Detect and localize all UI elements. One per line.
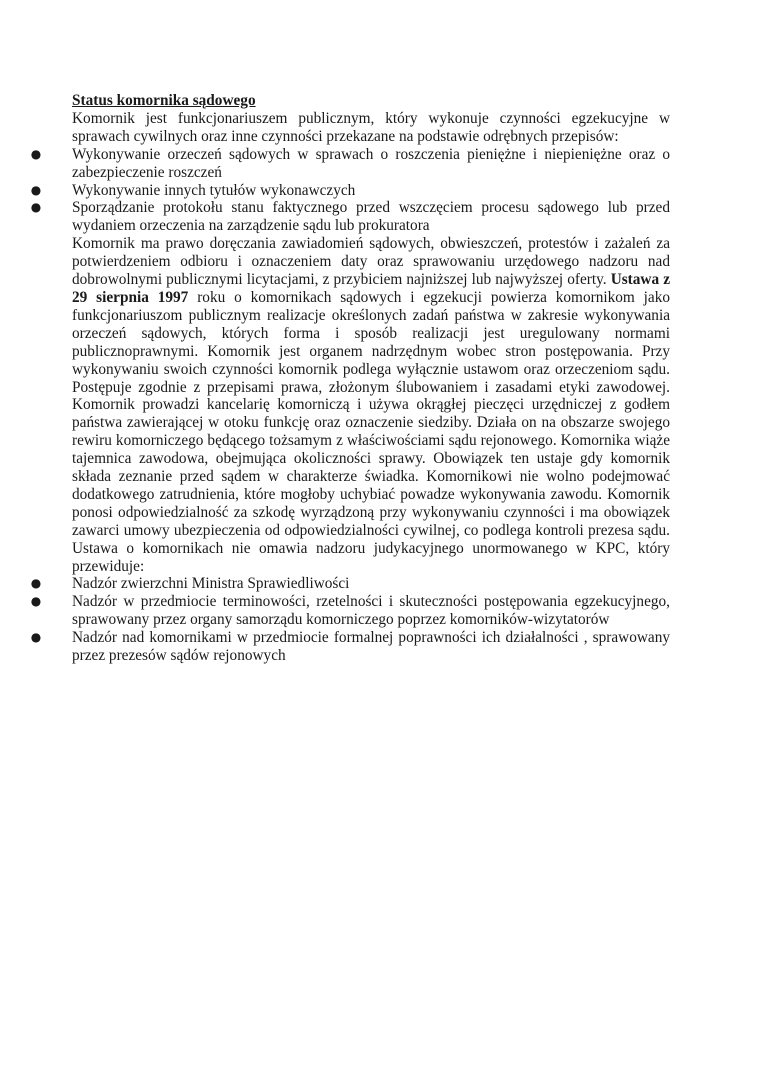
list-item [30, 145, 670, 182]
list-item [30, 629, 670, 665]
body-text-part2: roku o komornikach sądowych i egzekucji powierza komornikom jako funkcjonariuszom publicznym realizacje określonych zadań państwa w zakresie wykonywania orzeczeń sądowych, których forma i sposób realizacji jest uregulowany normami publicznoprawnymi. Komornik jest organem nadrzędnym wobec stron postępowania. Przy wykonywaniu swoich czynności komornik podlega wyłącznie ustawom oraz orzeczeniom sądu. Postępuje zgodnie z przepisami prawa, złożonym ślubowaniem i zasadami etyki zawodowej. Komornik prowadzi kancelarię komorniczą i używa okrągłej pieczęci urzędniczej z godłem państwa zawierającej w otoku funkcję oraz oznaczenie siedziby. Działa on na obszarze swojego rewiru komorniczego będącego tożsamym z właściwościami sądu rejonowego. Komornika wiąże tajemnica zawodowa, obejmująca okoliczności sprawy. Obowiązek ten ustaje gdy komornik składa zeznanie przed sądem w charakterze świadka. Komornikowi nie wolno podejmować dodatkowego zatrudnienia, które mogłoby uchybiać powadze wykonywania zawodu. Komornik ponosi odpowiedzialność za szkodę wyrządzoną przy wykonywaniu czynności i ma obowiązek zawarci umowy ubezpieczenia od odpowiedzialności cywilnej, co podlega kontroli prezesa sądu. Ustawa o komornikach nie omawia nadzoru judykacyjnego unormowanego w KPC, który przewiduje: [72, 288, 670, 575]
list-item-text: Wykonywanie orzeczeń sądowych w sprawach o roszczenia pieniężne i niepieniężne oraz o zabezpieczenie roszczeń [72, 145, 670, 181]
document-title: Status komornika sądowego [72, 92, 256, 109]
bullet-icon: ● [30, 146, 42, 161]
duties-list [30, 145, 670, 236]
bullet-icon: ● [30, 594, 42, 609]
list-item-text: Nadzór w przedmiocie terminowości, rzetelności i skuteczności postępowania egzekucyjnego, sprawowany przez organy samorządu komorniczego poprzez komorników-wizytatorów [72, 593, 670, 629]
list-item-text: Wykonywanie innych tytułów wykonawczych [72, 181, 356, 199]
body-text-part1: Komornik ma prawo doręczania zawiadomień sądowych, obwieszczeń, protestów i zażaleń za potwierdzeniem odbioru i oznaczeniem daty oraz sprawowaniu urzędowego nadzoru nad dobrowolnymi publicznymi licytacjami, z przybiciem najniższej lub najwyższej oferty. [72, 235, 670, 289]
list-item [30, 199, 670, 235]
list-item [30, 181, 670, 200]
list-item-text: Sporządzanie protokołu stanu faktycznego przed wszczęciem procesu sądowego lub przed wydaniem orzeczenia na zarządzenie sądu lub prokuratora [72, 199, 670, 235]
intro-paragraph: Komornik jest funkcjonariuszem publicznym, który wykonuje czynności egzekucyjne w sprawach cywilnych oraz inne czynności przekazane na podstawie odrębnych przepisów: [72, 109, 670, 145]
bullet-icon: ● [30, 182, 42, 197]
list-item-text: Nadzór zwierzchni Ministra Sprawiedliwości [72, 575, 350, 593]
list-item [30, 575, 670, 593]
document-content [30, 92, 670, 665]
list-item [30, 593, 670, 629]
supervision-list [30, 575, 670, 665]
list-item-text: Nadzór nad komornikami w przedmiocie formalnej poprawności ich działalności , sprawowany przez prezesów sądów rejonowych [72, 629, 670, 665]
bullet-icon: ● [30, 200, 42, 215]
bullet-icon: ● [30, 576, 42, 591]
body-paragraph [72, 235, 670, 575]
statute-reference: Ustawa z 29 sierpnia 1997 [72, 271, 670, 306]
bullet-icon: ● [30, 630, 42, 645]
